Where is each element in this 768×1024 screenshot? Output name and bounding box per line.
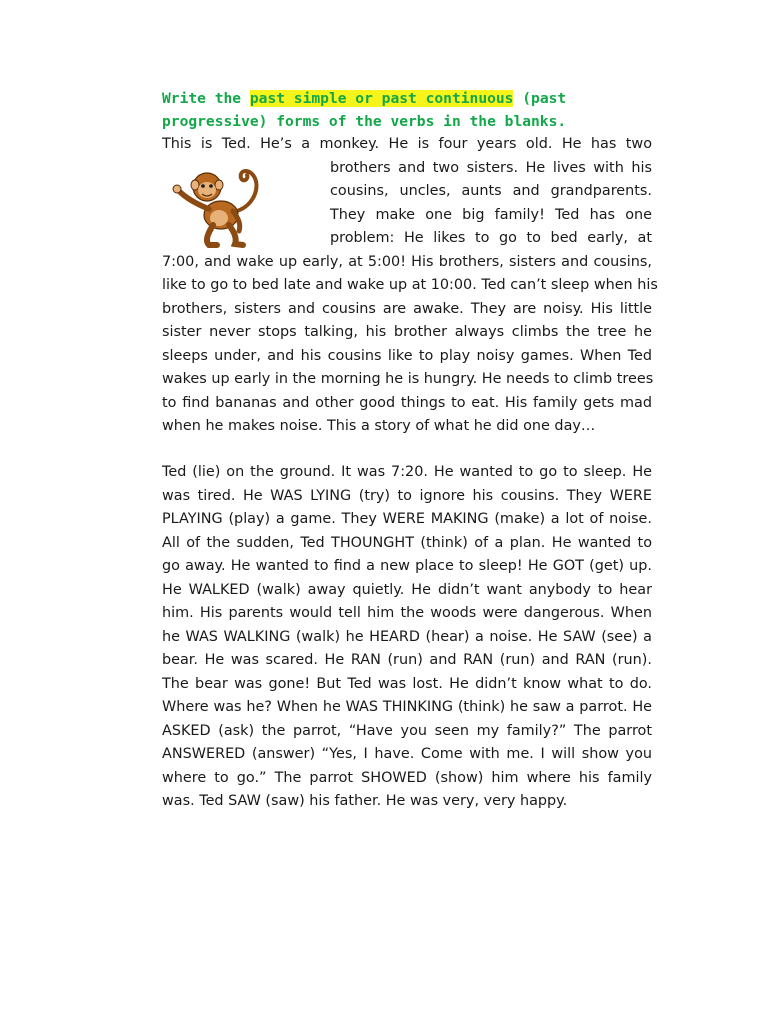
instructions-suffix: (past progressive) forms of the verbs in the blanks. bbox=[162, 90, 567, 130]
intro-line: to find bananas and other good things to eat. His family gets mad bbox=[162, 394, 652, 411]
intro-line: cousins, uncles, aunts and grandparents. bbox=[330, 183, 652, 199]
intro-line: They make one big family! Ted has one bbox=[330, 206, 652, 223]
instructions-heading bbox=[162, 87, 662, 133]
intro-line: sister never stops talking, his brother always climbs the tree he bbox=[162, 324, 652, 340]
intro-line: sleeps under, and his cousins like to play noisy games. When Ted bbox=[162, 347, 652, 364]
instructions-highlight: past simple or past continuous bbox=[249, 90, 514, 107]
story-intro bbox=[162, 133, 658, 439]
intro-line: problem: He likes to go to bed early, at bbox=[330, 230, 652, 246]
intro-line: when he makes noise. This a story of what he did one day… bbox=[162, 418, 596, 434]
intro-line: This is Ted. He’s a monkey. He is four years old. He has two bbox=[162, 136, 652, 152]
intro-line: 7:00, and wake up early, at 5:00! His brothers, sisters and cousins, bbox=[162, 253, 652, 270]
intro-line: wakes up early in the morning he is hungry. He needs to climb trees bbox=[162, 371, 654, 387]
story-paragraph: Ted (lie) on the ground. It was 7:20. He wanted to go to sleep. He was tired. He WAS LYING (try) to ignore his cousins. They WERE PLAYING (play) a game. They WERE MAKING (make) a lot of noise. All of the sudden, Ted THOUNGHT (think) of a plan. He wanted to go away. He wanted to find a new place to sleep! He GOT (get) up. He WALKED (walk) away quietly. He didn’t want anybody to hear him. His parents would tell him the woods were dangerous. When he WAS WALKING (walk) he HEARD (hear) a noise. He SAW (see) a bear. He was scared. He RAN (run) and RAN (run) and RAN (run). The bear was gone! But Ted was lost. He didn’t know what to do. Where was he? When he WAS THINKING (think) he saw a parrot. He ASKED (ask) the parrot, “Have you seen my family?” The parrot ANSWERED (answer) “Yes, I have. Come with me. I will show you where to go.” The parrot SHOWED (show) him where his family was. Ted SAW (saw) his father. He was very, very happy. bbox=[162, 464, 652, 809]
intro-line: like to go to bed late and wake up at 10:00. Ted can’t sleep when his bbox=[162, 277, 658, 293]
instructions-prefix: Write the bbox=[162, 90, 250, 107]
intro-line: brothers, sisters and cousins are awake. They are noisy. His little bbox=[162, 300, 652, 317]
intro-line: brothers and two sisters. He lives with his bbox=[330, 159, 652, 176]
